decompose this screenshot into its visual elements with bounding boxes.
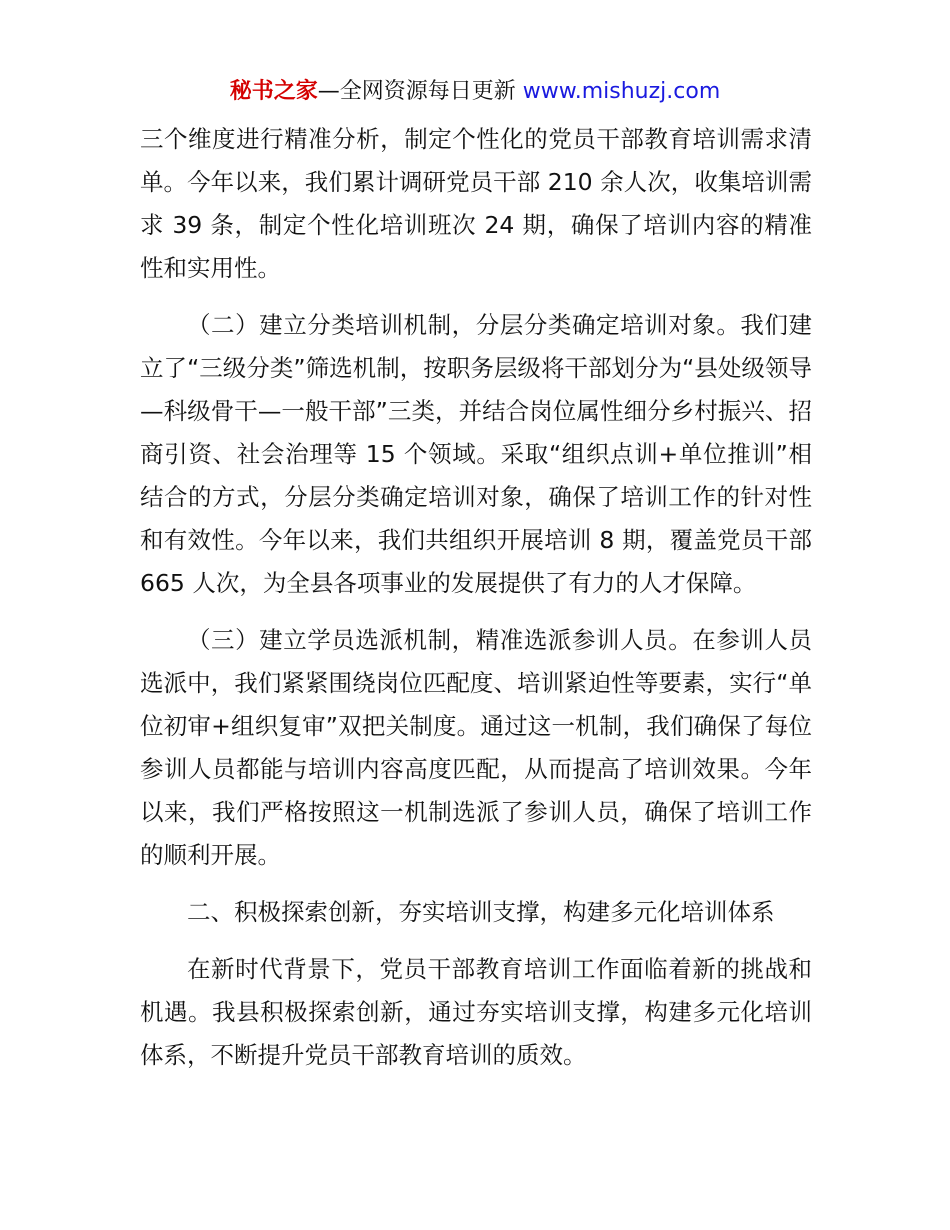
paragraph-continuation: 三个维度进行精准分析，制定个性化的党员干部教育培训需求清单。今年以来，我们累计调研党员干部 210 余人次，收集培训需求 39 条，制定个性化培训班次 24 期，确保了培训内容的精准性和实用性。 — [140, 125, 812, 282]
paragraph-classification-mechanism: （二）建立分类培训机制，分层分类确定培训对象。我们建立了“三级分类”筛选机制，按职务层级将干部划分为“县处级领导—科级骨干—一般干部”三类，并结合岗位属性细分乡村振兴、招商引资、社会治理等 15 个领域。采取“组织点训+单位推训”相结合的方式，分层分类确定培训对象，确保了培训工作的针对性和有效性。今年以来，我们共组织开展培训 8 期，覆盖党员干部 665 人次，为全县各项事业的发展提供了有力的人才保障。 — [140, 311, 812, 597]
section-heading: 二、积极探索创新，夯实培训支撑，构建多元化培训体系 — [187, 898, 775, 926]
document-body — [140, 118, 812, 1091]
site-header — [0, 76, 950, 108]
paragraph-innovation: 在新时代背景下，党员干部教育培训工作面临着新的挑战和机遇。我县积极探索创新，通过夯实培训支撑，构建多元化培训体系，不断提升党员干部教育培训的质效。 — [140, 955, 812, 1069]
site-brand: 秘书之家 — [229, 79, 318, 104]
site-url-link[interactable]: www.mishuzj.com — [522, 79, 721, 104]
paragraph-trainee-selection: （三）建立学员选派机制，精准选派参训人员。在参训人员选派中，我们紧紧围绕岗位匹配度、培训紧迫性等要素，实行“单位初审+组织复审”双把关制度。通过这一机制，我们确保了每位参训人员都能与培训内容高度匹配，从而提高了培训效果。今年以来，我们严格按照这一机制选派了参训人员，确保了培训工作的顺利开展。 — [140, 626, 812, 869]
site-tagline: —全网资源每日更新 — [317, 79, 516, 104]
